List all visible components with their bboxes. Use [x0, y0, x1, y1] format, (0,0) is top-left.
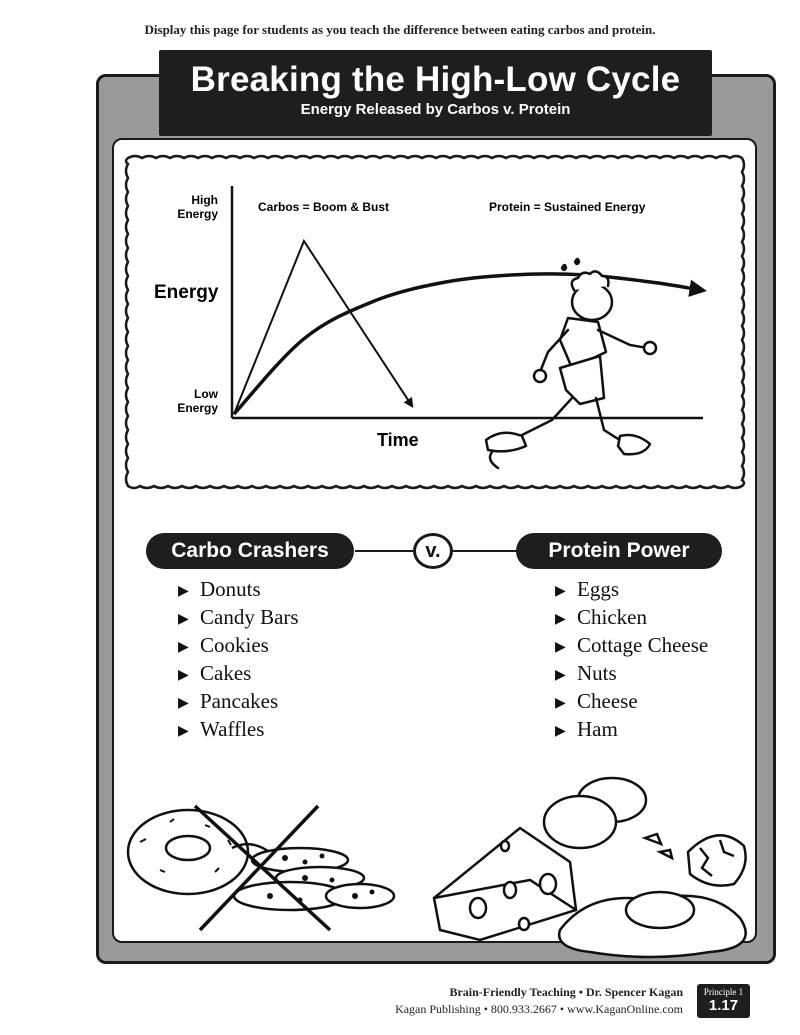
page-title: Breaking the High-Low Cycle	[190, 60, 681, 99]
list-item-label: Ham	[577, 717, 618, 741]
list-item	[555, 603, 708, 631]
protein-power-label: Protein Power	[516, 533, 722, 569]
triangle-right-icon: ▶	[178, 696, 189, 711]
list-item	[555, 659, 708, 687]
triangle-right-icon: ▶	[555, 668, 566, 683]
list-item-label: Cheese	[577, 689, 638, 713]
list-item-label: Cottage Cheese	[577, 633, 709, 657]
footer-line2: Kagan Publishing • 800.933.2667 • www.KaganOnline.com	[395, 1002, 683, 1016]
instruction-text: Display this page for students as you teach the difference between eating carbos and protein.	[144, 22, 656, 37]
list-item-label: Candy Bars	[200, 605, 299, 629]
list-item	[178, 575, 299, 603]
triangle-right-icon: ▶	[555, 640, 566, 655]
list-item	[178, 687, 299, 715]
list-item-label: Pancakes	[200, 689, 279, 713]
y-tick-high: High Energy	[177, 193, 218, 221]
triangle-right-icon: ▶	[555, 696, 566, 711]
triangle-right-icon: ▶	[178, 640, 189, 655]
y-tick-low: Low Energy	[177, 387, 218, 415]
list-item	[555, 715, 708, 743]
list-item	[178, 715, 299, 743]
list-item-label: Cookies	[200, 633, 269, 657]
triangle-right-icon: ▶	[178, 724, 189, 739]
list-item-label: Eggs	[577, 577, 619, 601]
list-item-label: Cakes	[200, 661, 252, 685]
versus-label: v.	[413, 533, 453, 569]
chart-frame	[126, 156, 744, 488]
badge-number: 1.17	[708, 997, 739, 1014]
triangle-right-icon: ▶	[555, 724, 566, 739]
triangle-right-icon: ▶	[178, 584, 189, 599]
list-item	[178, 659, 299, 687]
list-item	[178, 603, 299, 631]
protein-list	[555, 575, 708, 743]
list-item	[555, 631, 708, 659]
principle-badge	[697, 984, 750, 1018]
y-axis-label: Energy	[154, 282, 219, 303]
list-item-label: Donuts	[200, 577, 261, 601]
list-item	[555, 575, 708, 603]
connector-right	[452, 550, 518, 552]
carbos-annotation: Carbos = Boom & Bust	[258, 200, 390, 214]
triangle-right-icon: ▶	[178, 612, 189, 627]
protein-annotation: Protein = Sustained Energy	[489, 200, 646, 214]
carbs-list	[178, 575, 299, 743]
protein-illustration	[434, 778, 746, 957]
connector-left	[355, 550, 415, 552]
triangle-right-icon: ▶	[555, 584, 566, 599]
carbo-crashers-label: Carbo Crashers	[146, 533, 354, 569]
triangle-right-icon: ▶	[555, 612, 566, 627]
footer-line1: Brain-Friendly Teaching • Dr. Spencer Kagan	[449, 985, 683, 999]
list-item-label: Chicken	[577, 605, 647, 629]
triangle-right-icon: ▶	[178, 668, 189, 683]
badge-label: Principle 1	[703, 987, 744, 997]
footer-credits	[395, 984, 683, 1018]
x-axis-label: Time	[377, 430, 419, 450]
list-item	[555, 687, 708, 715]
list-item	[178, 631, 299, 659]
list-item-label: Nuts	[577, 661, 617, 685]
carbs-illustration	[128, 806, 394, 930]
page-subtitle: Energy Released by Carbos v. Protein	[300, 101, 571, 118]
list-item-label: Waffles	[200, 717, 265, 741]
